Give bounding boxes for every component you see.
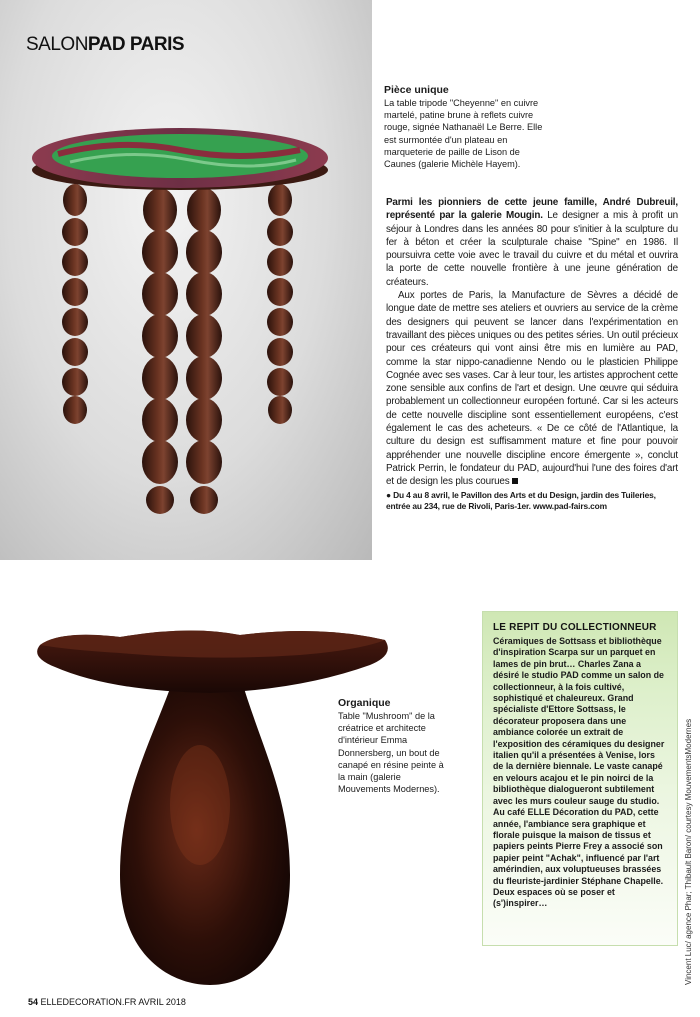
caption-top	[384, 84, 554, 170]
page-number: 54	[28, 997, 39, 1007]
event-info: ● Du 4 au 8 avril, le Pavillon des Arts et du Design, jardin des Tuileries, entrée au 234, rue de Rivoli, Paris-1er. www.pad-fairs.com	[386, 489, 656, 511]
folio-text: ELLEDECORATION.FR AVRIL 2018	[40, 997, 186, 1007]
cheyenne-table-illustration	[0, 0, 372, 560]
cheyenne-table-photo	[0, 0, 372, 560]
caption-bottom	[338, 697, 446, 795]
end-square-icon	[512, 478, 518, 484]
sidebar-title: LE REPIT DU COLLECTIONNEUR	[493, 622, 657, 633]
section-title	[26, 34, 184, 56]
article-paragraph-2: Aux portes de Paris, la Manufacture de Sèvres a décidé de longue date de mettre ses ateliers et ouvriers au service de la crème des designers qui peuvent se lancer dans l'expérimentation en travaillant des pièces uniques ou des petites séries. Un outil précieux pour ces créateurs qui vont ainsi être mis en lumière au PAD, comme la star nippo-canadienne Nendo ou le plasticien Philippe Cognée avec ses vases. Car à leur tour, les artistes approchent cette zone sensible aux confins de l'art et design. Une œuvre qui séduira probablement un collectionneur européen fortuné. Car si les acteurs de cette nouvelle discipline sont essentiellement européens, c'est également le cas des acheteurs. « De ce côté de l'Atlantique, la culture du design est suffisamment mature et fine pour pouvoir appréhender une nouvelle discipline encore émergente », conclut Patrick Perrin, le fondateur du PAD, aujourd'hui l'une des foires d'art et de design les plus courues	[386, 290, 678, 488]
article-paragraph-1: Le designer a mis à profit un séjour à Londres dans les années 80 pour s'initier à la sculpture du fer à béton et créer la sculpturale chaise "Spine" en 1986. Il poursuivra cette voie avec le travail du cuivre et du métal et ouvrira la porte de cette nouvelle frontière à une jeune génération de créateurs.	[386, 210, 679, 288]
caption-bottom-text: Table "Mushroom" de la créatrice et architecte d'intérieur Emma Donnersberg, un bout de canapé en résine peinte à la main (galerie Mouvements Modernes).	[338, 711, 444, 795]
folio	[28, 997, 186, 1007]
article-body	[386, 196, 678, 512]
photo-credit: Vincent Luc/ agence Phar; Thibault Baron/ courtesy MouvementsModernes	[684, 718, 693, 985]
sidebar-box	[482, 611, 678, 946]
caption-top-text: La table tripode "Cheyenne" en cuivre martelé, patine brune à reflets cuivre rouge, signée Nathanaël Le Berre. Elle est surmontée d'un plateau en marqueterie de paille de Lison de Caunes (galerie Michèle Hayem).	[384, 98, 543, 170]
caption-bottom-title: Organique	[338, 697, 391, 709]
sidebar-body: Céramiques de Sottsass et bibliothèque d'inspiration Scarpa sur un parquet en lames de pin brut… Charles Zana a désiré le studio PAD comme un salon de collectionneur, à la fois cultivé, sophistiqué et chaleureux. Grand spécialiste d'Ettore Sottsass, le décorateur proposera dans une ambiance colorée un extrait de l'exposition des céramiques du designer italien qu'il a présentées à Venise, lors de la dernière biennale. Le vaste canapé en velours acajou et le pin noirci de la bibliothèque dialogueront subtilement avec les murs couleur sauge du studio. Au café ELLE Décoration du PAD, cette année, l'ambiance sera graphique et florale puisque la maison de tissus et papiers peints Pierre Frey a associé son papier peint "Achak", influencé par l'art amérindien, aux voluptueuses brassées du fleuriste-jardinier Stéphane Chapelle. Deux espaces où se poser et (s')inspirer…	[493, 636, 665, 909]
section-label: SALON	[26, 34, 88, 55]
section-label-bold: PAD PARIS	[87, 34, 185, 55]
caption-top-title: Pièce unique	[384, 84, 449, 96]
article-lead: Parmi les pionniers de cette jeune famille, André Dubreuil, représenté par la galerie Mougin.	[386, 197, 678, 222]
